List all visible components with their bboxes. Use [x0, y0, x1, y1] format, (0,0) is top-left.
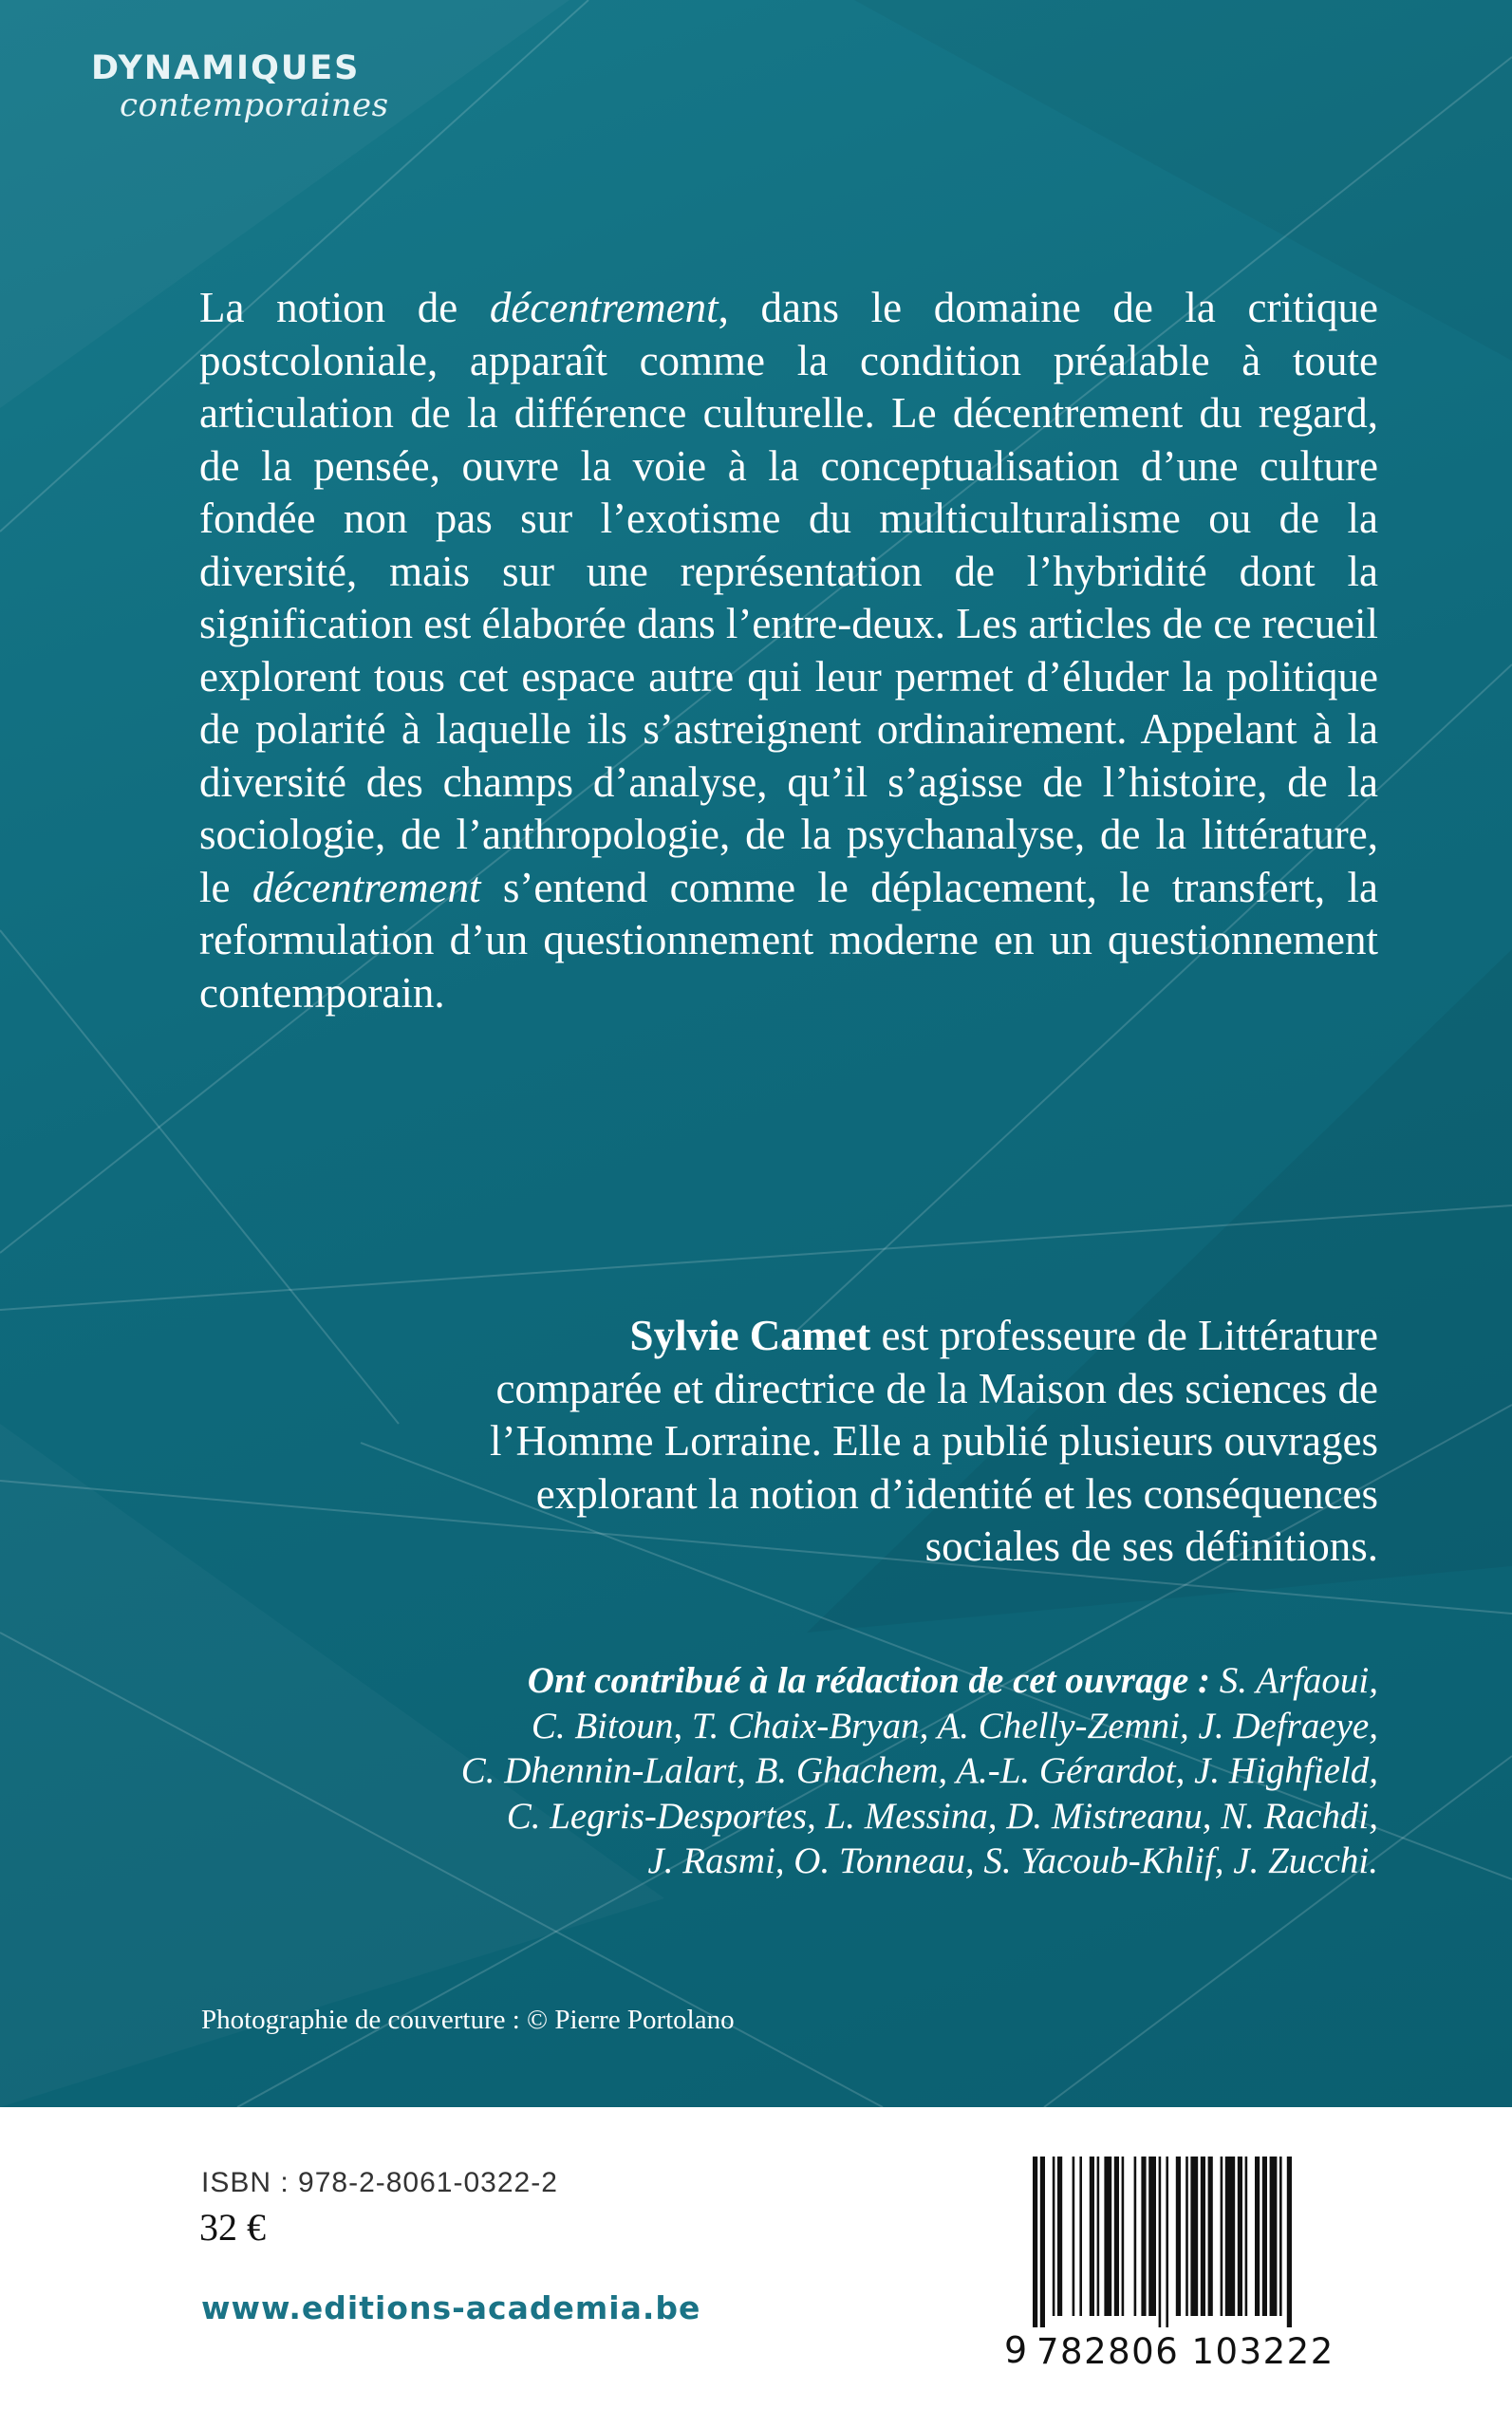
barcode-bar [1287, 2157, 1292, 2327]
barcode-bar [1122, 2157, 1125, 2316]
photo-credit: Photographie de couverture : © Pierre Portolano [201, 2005, 735, 2035]
barcode-bar [1270, 2157, 1278, 2316]
author-bio [408, 1310, 1378, 1574]
barcode-bar [1262, 2157, 1267, 2316]
footer [0, 2107, 1512, 2409]
barcode-digits: 782806 103222 [1036, 2331, 1335, 2372]
barcode-bar [1040, 2157, 1045, 2327]
bio-line-4: explorant la notion d’identité et les conséquences [535, 1469, 1378, 1518]
barcode-bar [1221, 2157, 1223, 2316]
barcode-bar [1079, 2157, 1082, 2316]
contributors-line-3: C. Dhennin-Lalart, B. Ghachem, A.-L. Gérardot, J. Highfield, [460, 1750, 1378, 1791]
summary-emphasis-1: décentrement [489, 284, 719, 331]
summary-text-2: , dans le domaine de la critique postcoloniale, apparaît comme la condition préalable à toute articulation de la différence culturelle. Le décentrement du regard, de la pensée, ouvre la voie à la conceptualisation d’une culture fondée non pas sur l’exotisme du multiculturalisme ou de la diversité, mais sur une représentation de l’hybridité dont la signification est élaborée dans l’entre-deux. Les articles de ce recueil explorent tous cet espace autre qui leur permet d’éluder la politique de polarité à laquelle ils s’astreignent ordinairement. Appelant à la diversité des champs d’analyse, qu’il s’agisse de l’histoire, de la sociologie, de l’anthropologie, de la psychanalyse, de la littérature, le [199, 284, 1378, 911]
barcode-bar [1090, 2157, 1094, 2316]
book-summary [199, 282, 1378, 1019]
series-logo [91, 49, 389, 123]
contributors-label: Ont contribué à la rédaction de cet ouvrage : [527, 1660, 1211, 1701]
series-subtitle: contemporaines [120, 86, 389, 124]
barcode-bar [1190, 2157, 1198, 2316]
barcode-bar [1208, 2157, 1213, 2316]
contributors-line-5: J. Rasmi, O. Tonneau, S. Yacoub-Khlif, J. Zucchi. [647, 1840, 1378, 1881]
series-title: DYNAMIQUES [91, 49, 361, 87]
barcode-bar [1097, 2157, 1100, 2316]
barcode-bar [1279, 2157, 1282, 2316]
barcode-bar [1114, 2157, 1119, 2316]
isbn: ISBN : 978-2-8061-0322-2 [201, 2167, 558, 2198]
contributors-line-1: S. Arfaoui, [1210, 1660, 1378, 1701]
barcode-bar [1225, 2157, 1235, 2316]
barcode-bar [1073, 2157, 1075, 2316]
bio-line-2: comparée et directrice de la Maison des sciences de [495, 1364, 1378, 1412]
barcode-bar [1176, 2157, 1181, 2316]
contributors-line-2: C. Bitoun, T. Chaix-Bryan, A. Chelly-Zemni, J. Defraeye, [531, 1705, 1378, 1746]
author-name: Sylvie Camet [629, 1312, 871, 1359]
barcode-bar [1053, 2157, 1055, 2316]
barcode-bar [1134, 2157, 1137, 2316]
website-link[interactable]: www.editions-academia.be [201, 2289, 701, 2326]
barcode-bar [1104, 2157, 1111, 2316]
barcode-bars [1031, 2157, 1350, 2327]
price: 32 € [199, 2206, 266, 2249]
barcode-bar [1201, 2157, 1205, 2316]
barcode-bar [1141, 2157, 1146, 2316]
barcode-bar [1033, 2157, 1037, 2327]
barcode-bar [1159, 2157, 1162, 2327]
summary-text-1: La notion de [199, 284, 490, 331]
barcode-bar [1238, 2157, 1242, 2316]
contributors-line-4: C. Legris-Desportes, L. Messina, D. Mistreanu, N. Rachdi, [506, 1795, 1378, 1837]
barcode [1004, 2157, 1352, 2381]
summary-text-3: s’entend comme le déplacement, le transfert, la reformulation d’un questionnement moderne en un questionnement contemporain. [199, 863, 1378, 1017]
barcode-bar [1148, 2157, 1156, 2316]
bio-line-5: sociales de ses définitions. [924, 1522, 1378, 1570]
bio-line-3: l’Homme Lorraine. Elle a publié plusieurs ouvrages [490, 1417, 1378, 1465]
bio-line-1: est professeure de Littérature [870, 1312, 1378, 1359]
barcode-bar [1245, 2157, 1248, 2316]
contributors [233, 1658, 1378, 1884]
barcode-first-digit: 9 [1004, 2329, 1028, 2371]
barcode-bar [1057, 2157, 1062, 2316]
barcode-bar [1255, 2157, 1260, 2316]
barcode-bar [1185, 2157, 1188, 2316]
summary-emphasis-2: décentrement [252, 863, 481, 911]
barcode-bar [1166, 2157, 1168, 2327]
